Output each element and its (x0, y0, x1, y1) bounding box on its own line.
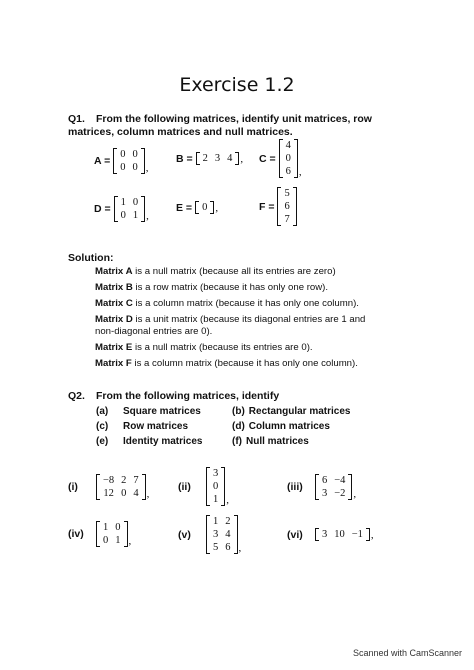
matrix-f-body (277, 187, 296, 226)
matrix-cells (100, 474, 142, 500)
matrix-entry: 0 (213, 481, 219, 492)
matrix-entry: 12 (103, 488, 114, 499)
bracket-right (235, 152, 239, 165)
bracket-right (210, 201, 214, 214)
matrix-entry: 3 (322, 529, 328, 540)
matrix-f-label: F = (259, 200, 275, 213)
matrix-entry: −1 (351, 529, 363, 540)
q2-matrix-ii (178, 467, 229, 506)
matrix-trailing-punctuation: , (238, 542, 242, 554)
q2-text: From the following matrices, identify (96, 390, 280, 402)
bracket-right (234, 515, 238, 554)
q2-option-b: (b) Rectangular matrices (232, 406, 351, 417)
matrix-entry: 6 (225, 542, 231, 553)
q2-matrix-iv-label: (iv) (68, 528, 84, 540)
matrix-entry: 5 (284, 188, 290, 199)
q2-option-e: (e) Identity matrices (96, 436, 203, 447)
matrix-trailing-punctuation: , (215, 202, 219, 214)
matrix-entry: 0 (121, 488, 127, 499)
matrix-entry: 6 (285, 166, 291, 177)
matrix-entry: 1 (120, 197, 126, 208)
matrix-d-body (114, 196, 149, 222)
solution-title: Solution: (68, 252, 114, 264)
page-title: Exercise 1.2 (179, 74, 295, 96)
q2-option-f: (f) Null matrices (232, 436, 309, 447)
matrix-cells (319, 474, 348, 500)
matrix-a-label: A = (94, 155, 111, 167)
matrix-cells (283, 139, 294, 178)
matrix-entry: 0 (132, 162, 138, 173)
matrix-b-label: B = (176, 152, 193, 165)
matrix-entry: 0 (103, 535, 109, 546)
matrix-entry: 0 (132, 149, 138, 160)
q2-matrix-vi-label: (vi) (287, 528, 303, 541)
matrix-entry: 0 (120, 210, 126, 221)
matrix-trailing-punctuation: , (146, 488, 150, 500)
matrix-cells (118, 196, 142, 222)
matrix-entry: 2 (225, 516, 231, 527)
solution-list (95, 266, 415, 374)
solution-line: Matrix A is a null matrix (because all its entries are zero) (95, 266, 336, 277)
matrix-cells (281, 187, 292, 226)
solution-line: Matrix C is a column matrix (because it has only one column). (95, 298, 359, 309)
q2-matrix-iv-body (96, 521, 131, 547)
matrix-entry: 6 (284, 201, 290, 212)
matrix-cells (117, 148, 141, 174)
matrix-cells (319, 528, 366, 541)
q1-number: Q1. (68, 113, 85, 125)
q2-matrix-v-label: (v) (178, 528, 191, 541)
matrix-a (94, 148, 149, 174)
q2-number: Q2. (68, 390, 85, 402)
matrix-entry: 0 (202, 202, 208, 213)
matrix-trailing-punctuation: , (145, 162, 149, 174)
matrix-entry: 5 (213, 542, 219, 553)
matrix-cells (199, 201, 210, 214)
q2-matrix-iii-label: (iii) (287, 481, 303, 493)
matrix-a-body (113, 148, 148, 174)
matrix-trailing-punctuation: , (128, 535, 132, 547)
solution-line: Matrix F is a column matrix (because it has only one column). (95, 358, 358, 369)
matrix-entry: 1 (132, 210, 139, 221)
bracket-right (366, 528, 370, 541)
matrix-entry: 2 (121, 475, 127, 486)
matrix-trailing-punctuation: , (240, 153, 244, 165)
matrix-e-body (195, 201, 218, 214)
matrix-entry: −8 (103, 475, 115, 486)
matrix-trailing-punctuation: , (146, 210, 149, 222)
matrix-entry: 2 (202, 153, 208, 164)
matrix-trailing-punctuation: , (370, 529, 374, 541)
matrix-cells (210, 515, 234, 554)
matrix-entry: 1 (103, 522, 109, 533)
matrix-e (176, 201, 218, 214)
matrix-entry: 0 (120, 162, 126, 173)
matrix-c (259, 139, 302, 178)
matrix-e-label: E = (176, 201, 193, 214)
matrix-cells (200, 152, 236, 165)
q2-matrix-v-body (206, 515, 241, 554)
bracket-right (294, 139, 298, 178)
q2-option-a: (a) Square matrices (96, 406, 201, 417)
matrix-entry: 1 (213, 494, 219, 505)
bracket-right (124, 521, 128, 547)
solution-line: Matrix E is a null matrix (because its entries are 0). (95, 342, 313, 353)
bracket-right (141, 148, 145, 174)
matrix-entry: 3 (213, 468, 219, 479)
q2-matrix-iii-body (315, 474, 356, 500)
matrix-entry: 3 (213, 529, 219, 540)
matrix-entry: 0 (132, 197, 139, 208)
bracket-right (348, 474, 352, 500)
matrix-cells (210, 467, 221, 506)
matrix-c-label: C = (259, 152, 276, 165)
matrix-entry: 1 (115, 535, 121, 546)
q2-matrix-iv (68, 521, 131, 547)
bracket-right (221, 467, 225, 506)
matrix-entry: 4 (285, 140, 291, 151)
q2-matrix-v (178, 515, 241, 554)
matrix-entry: 4 (225, 529, 231, 540)
q2-matrix-ii-label: (ii) (178, 480, 191, 493)
solution-line: Matrix B is a row matrix (because it has only one row). (95, 282, 329, 293)
matrix-entry: 4 (227, 153, 233, 164)
q2-option-c: (c) Row matrices (96, 421, 189, 432)
bracket-right (293, 187, 297, 226)
matrix-entry: 10 (334, 529, 345, 540)
scanner-watermark: Scanned with CamScanner (352, 648, 462, 658)
matrix-b (176, 152, 243, 165)
solution-line: Matrix D is a unit matrix (because its diagonal entries are 1 and non-diagonal entries are 0). (95, 314, 366, 337)
q2-matrix-vi (287, 528, 374, 541)
matrix-entry: 0 (115, 522, 121, 533)
matrix-entry: 6 (322, 475, 328, 486)
bracket-right (141, 196, 145, 222)
matrix-entry: 0 (120, 149, 126, 160)
matrix-entry: 3 (322, 488, 328, 499)
matrix-entry: −4 (334, 475, 346, 486)
q2-matrix-i (68, 474, 149, 500)
matrix-entry: 1 (213, 516, 219, 527)
matrix-trailing-punctuation: , (298, 166, 302, 178)
matrix-d-label: D = (94, 203, 111, 215)
matrix-entry: 7 (284, 214, 290, 225)
matrix-d (94, 196, 149, 222)
matrix-entry: 3 (214, 153, 221, 164)
matrix-entry: 4 (133, 488, 139, 499)
matrix-entry: 0 (285, 153, 291, 164)
q2-matrix-ii-body (206, 467, 229, 506)
matrix-trailing-punctuation: , (226, 494, 229, 506)
matrix-c-body (279, 139, 302, 178)
q2-matrix-vi-body (315, 528, 374, 541)
matrix-f (259, 187, 297, 226)
q2-option-d: (d) Column matrices (232, 421, 330, 432)
matrix-entry: −2 (334, 488, 346, 499)
q2-matrix-iii (287, 474, 356, 500)
bracket-right (142, 474, 146, 500)
matrix-trailing-punctuation: , (353, 488, 357, 500)
matrix-cells (100, 521, 124, 547)
q1-text: From the following matrices, identify unit matrices, row matrices, column matrices and null matrices. (68, 113, 372, 138)
q2-matrix-i-body (96, 474, 149, 500)
matrix-b-body (196, 152, 244, 165)
matrix-entry: 7 (133, 475, 139, 486)
q2-matrix-i-label: (i) (68, 481, 78, 493)
